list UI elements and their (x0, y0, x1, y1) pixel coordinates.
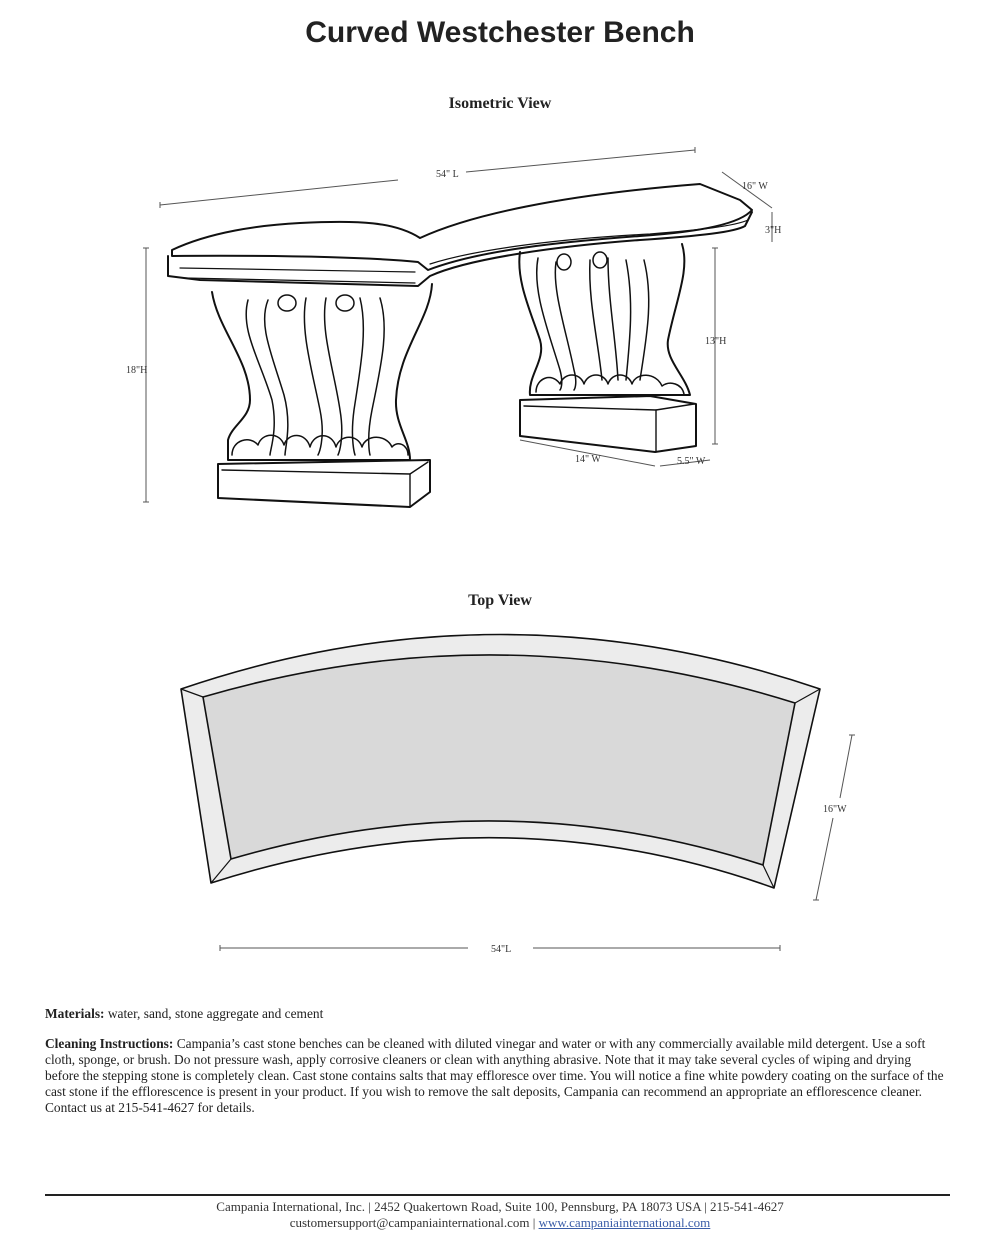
bench-seat-top (172, 184, 752, 270)
dim-total-height-label: 18"H (126, 365, 148, 376)
dim-leg-height-label: 13"H (705, 336, 727, 347)
top-dim-line-width (813, 735, 855, 900)
footer-address: Campania International, Inc. | 2452 Quakertown Road, Suite 100, Pennsburg, PA 18073 USA | 215-541-4627 (216, 1199, 784, 1214)
dim-length-label: 54" L (436, 169, 459, 180)
materials-label: Materials: (45, 1006, 105, 1021)
dim-width-label: 16" W (742, 181, 768, 192)
page-title: Curved Westchester Bench (305, 16, 695, 49)
cleaning-paragraph (45, 1036, 945, 1116)
top-dim-width-label: 16"W (823, 804, 847, 815)
footer-divider (45, 1194, 950, 1196)
dim-line-length (160, 147, 695, 208)
isometric-drawing (0, 140, 1000, 520)
top-dim-length-label: 54"L (491, 944, 512, 955)
materials-text: water, sand, stone aggregate and cement (104, 1006, 324, 1021)
top-view-drawing (0, 630, 1000, 960)
footer-email[interactable]: customersupport@campaniainternational.com (289, 1215, 530, 1230)
footer-website-link[interactable]: www.campaniainternational.com (538, 1215, 711, 1230)
right-base (520, 396, 696, 452)
dim-top-height-label: 3"H (765, 225, 782, 236)
left-base (218, 460, 430, 507)
materials-paragraph (45, 1006, 945, 1022)
top-view-heading: Top View (468, 592, 532, 609)
cleaning-text: Campania’s cast stone benches can be cleaned with diluted vinegar and water or with any commercially available mild detergent. Use a soft cloth, sponge, or brush. Do not pressure wash, apply corrosive cleaners or clean with anything abrasive. Note that it may take several cycles of wiping and drying before the stepping stone is completely clean. Cast stone contains salts that may effloresce over time. You will notice a fine white powdery coating on the surface of the cast stone if the efflorescence is present in your product. If you wish to remove the salt deposits, Campania can recommend an appropriate an efflorescence cleaner. Contact us at 215-541-4627 for details. (45, 1036, 944, 1115)
footer-contact-line (0, 1215, 1000, 1231)
footer-separator: | (529, 1215, 539, 1230)
cleaning-label: Cleaning Instructions: (45, 1036, 174, 1051)
dim-base-depth-label: 5.5" W (677, 456, 706, 467)
isometric-view-heading: Isometric View (448, 95, 552, 112)
dim-base-width-label: 14" W (575, 454, 601, 465)
